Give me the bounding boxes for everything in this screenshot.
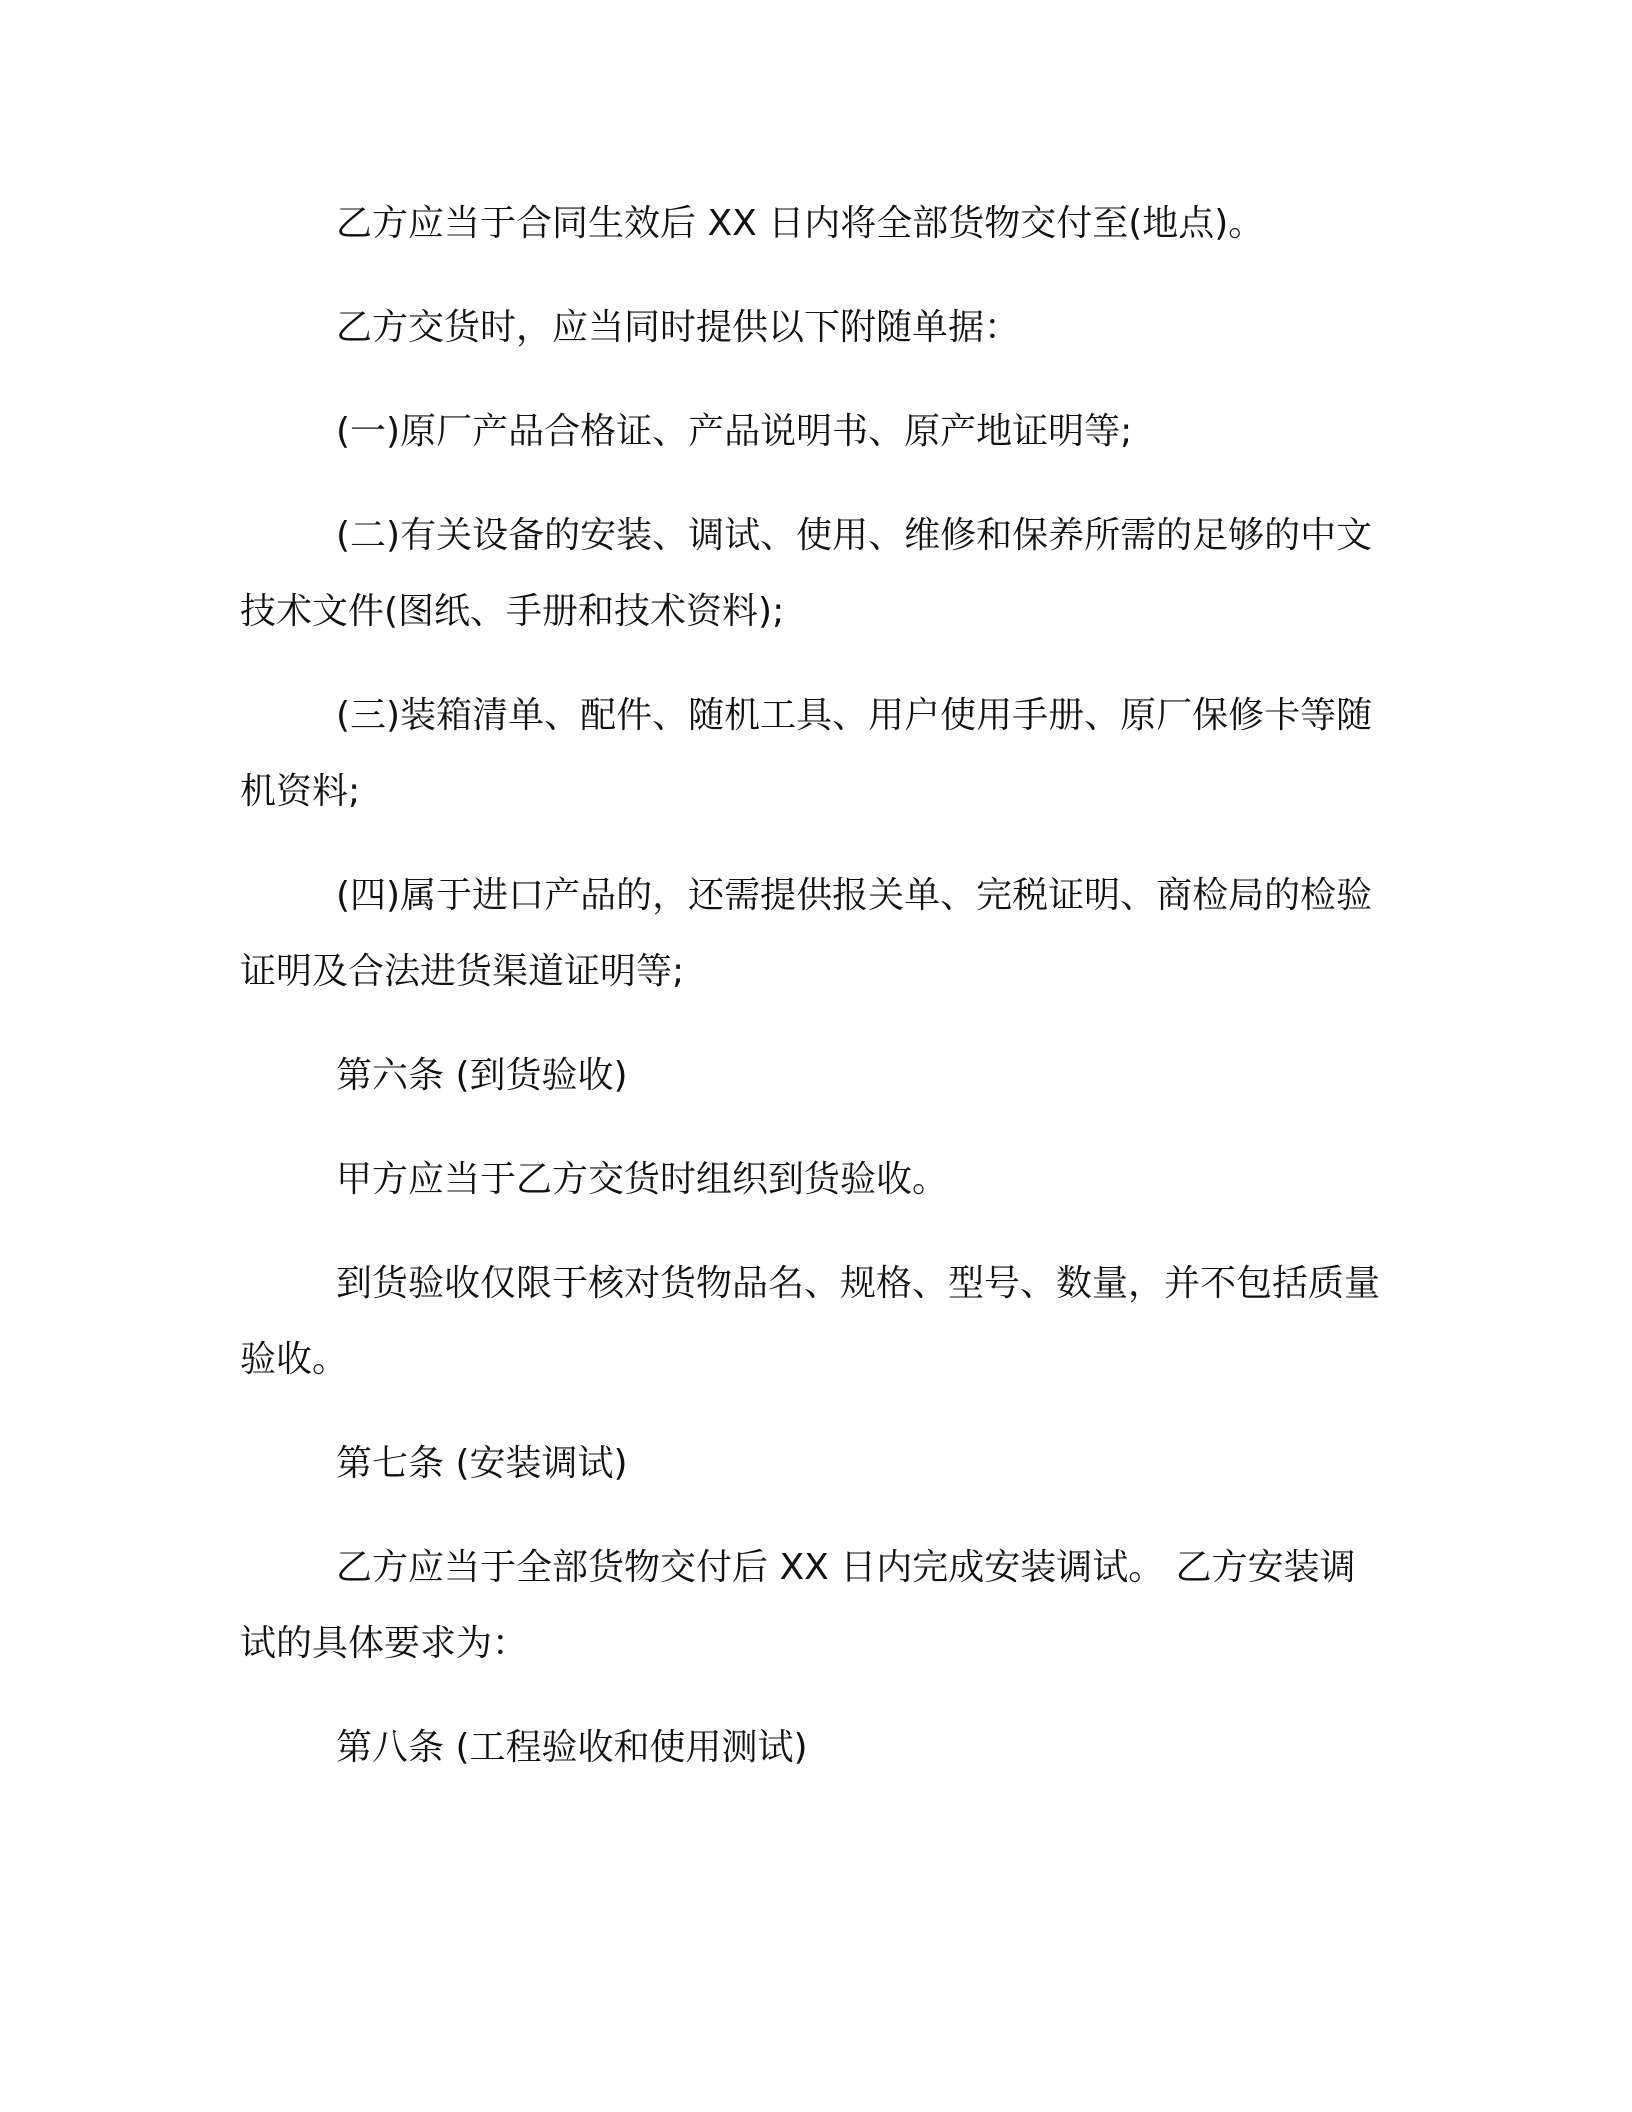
- paragraph-delivery-deadline: 乙方应当于合同生效后 XX 日内将全部货物交付至(地点)。: [336, 203, 1265, 244]
- section-heading-article-8: 第八条 (工程验收和使用测试): [336, 1727, 808, 1768]
- section-heading-article-6: 第六条 (到货验收): [336, 1055, 628, 1096]
- section-heading-article-7: 第七条 (安装调试): [336, 1443, 628, 1484]
- paragraph-item-2-technical-documents: (二)有关设备的安装、调试、使用、维修和保养所需的足够的中文技术文件(图纸、手册和技术资料);: [240, 515, 1373, 632]
- paragraph-item-1-certificates: (一)原厂产品合格证、产品说明书、原产地证明等;: [336, 411, 1133, 452]
- paragraph-accompanying-documents-intro: 乙方交货时，应当同时提供以下附随单据：: [336, 307, 1021, 348]
- paragraph-installation-deadline: 乙方应当于全部货物交付后 XX 日内完成安装调试。 乙方安装调试的具体要求为：: [240, 1547, 1356, 1664]
- paragraph-item-3-packing-list: (三)装箱清单、配件、随机工具、用户使用手册、原厂保修卡等随机资料;: [240, 695, 1373, 812]
- paragraph-inspection-scope: 到货验收仅限于核对货物品名、规格、型号、数量，并不包括质量验收。: [240, 1263, 1381, 1380]
- document-body: [240, 186, 1380, 1814]
- paragraph-item-4-import-documents: (四)属于进口产品的，还需提供报关单、完税证明、商检局的检验证明及合法进货渠道证明等;: [240, 875, 1373, 992]
- paragraph-arrival-inspection: 甲方应当于乙方交货时组织到货验收。: [336, 1159, 949, 1200]
